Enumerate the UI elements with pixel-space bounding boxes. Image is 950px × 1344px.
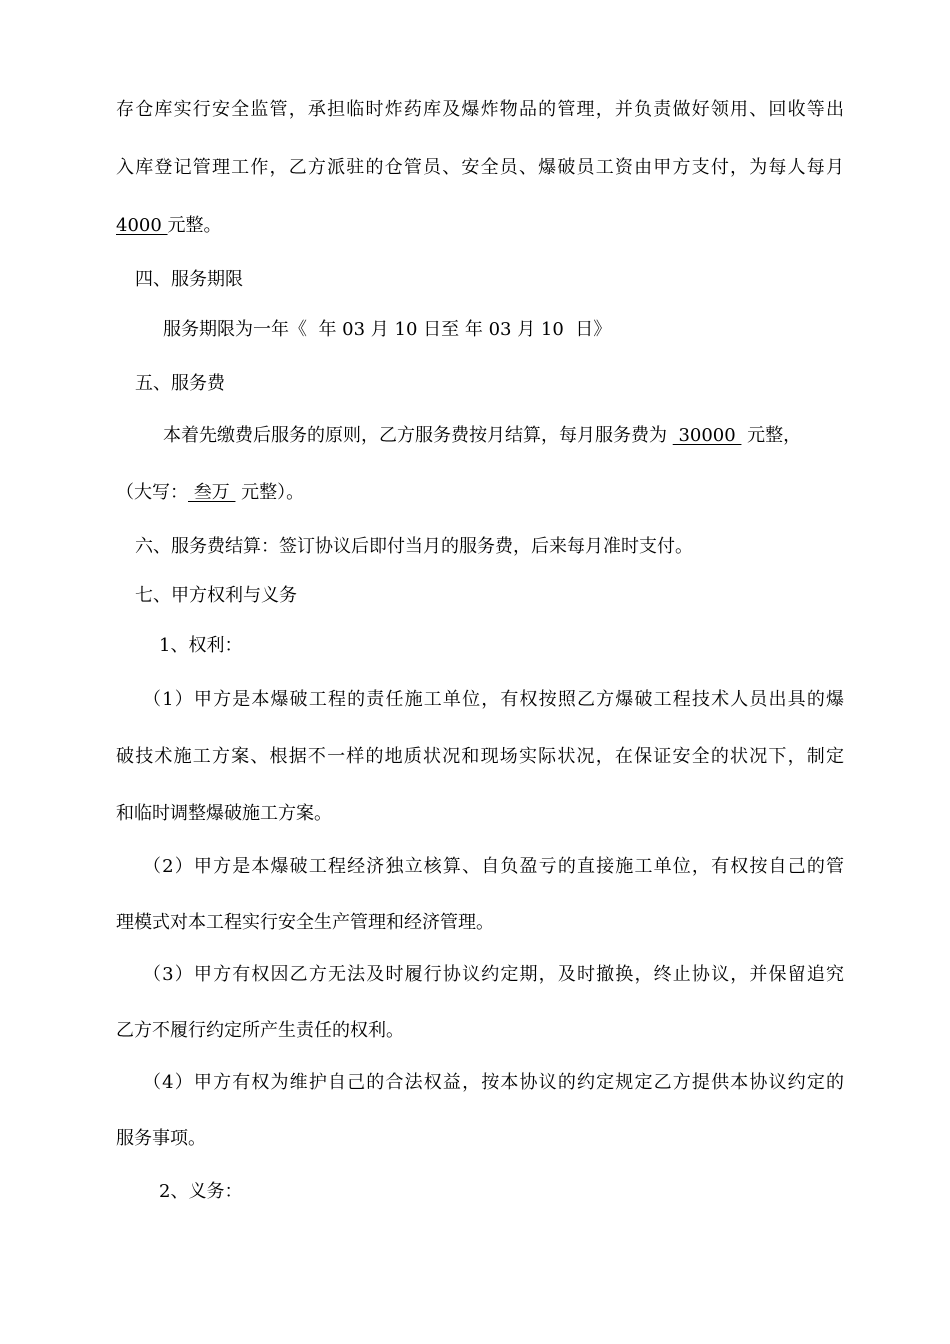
- subsection-heading: 1、权利：: [159, 635, 243, 656]
- paragraph-line: 理模式对本工程实行安全生产管理和经济管理。: [116, 912, 494, 933]
- paragraph-line: （4）甲方有权为维护自己的合法权益，按本协议的约定规定乙方提供本协议约定的: [143, 1072, 844, 1093]
- text: 本着先缴费后服务的原则，乙方服务费按月结算，每月服务费为: [163, 425, 673, 446]
- paragraph-line: [116, 481, 304, 505]
- subsection-heading: 2、义务：: [159, 1181, 243, 1202]
- amount-underlined: 叁万: [188, 482, 236, 503]
- amount-underlined: 4000: [116, 215, 168, 236]
- section-heading: 四、服务期限: [135, 269, 243, 290]
- paragraph-line: 和临时调整爆破施工方案。: [116, 803, 332, 824]
- section-heading: 六、服务费结算：签订协议后即付当月的服务费，后来每月准时支付。: [135, 536, 693, 557]
- paragraph-line: 存仓库实行安全监管，承担临时炸药库及爆炸物品的管理，并负责做好领用、回收等出: [116, 99, 844, 120]
- text: 元整）。: [235, 482, 305, 503]
- section-heading: 五、服务费: [135, 373, 225, 394]
- paragraph-line: 乙方不履行约定所产生责任的权利。: [116, 1020, 404, 1041]
- paragraph-line: 破技术施工方案、根据不一样的地质状况和现场实际状况，在保证安全的状况下，制定: [116, 746, 844, 767]
- text: 元整，: [741, 425, 802, 446]
- text: 元整。: [167, 215, 222, 236]
- paragraph-line: （2）甲方是本爆破工程经济独立核算、自负盈亏的直接施工单位，有权按自己的管: [143, 856, 844, 877]
- text: （大写：: [116, 482, 188, 503]
- paragraph-line: [163, 424, 801, 448]
- paragraph-line: （1）甲方是本爆破工程的责任施工单位，有权按照乙方爆破工程技术人员出具的爆: [143, 689, 844, 710]
- paragraph-line: 入库登记管理工作，乙方派驻的仓管员、安全员、爆破员工资由甲方支付，为每人每月: [116, 157, 844, 178]
- paragraph-line: （3）甲方有权因乙方无法及时履行协议约定期，及时撤换，终止协议，并保留追究: [143, 964, 844, 985]
- section-heading: 七、甲方权利与义务: [135, 585, 297, 606]
- paragraph-line: [116, 214, 222, 238]
- paragraph-line: 服务事项。: [116, 1128, 206, 1149]
- amount-underlined: 30000: [672, 425, 742, 446]
- paragraph-line: 服务期限为一年《 年 03 月 10 日至 年 03 月 10 日》: [163, 319, 612, 340]
